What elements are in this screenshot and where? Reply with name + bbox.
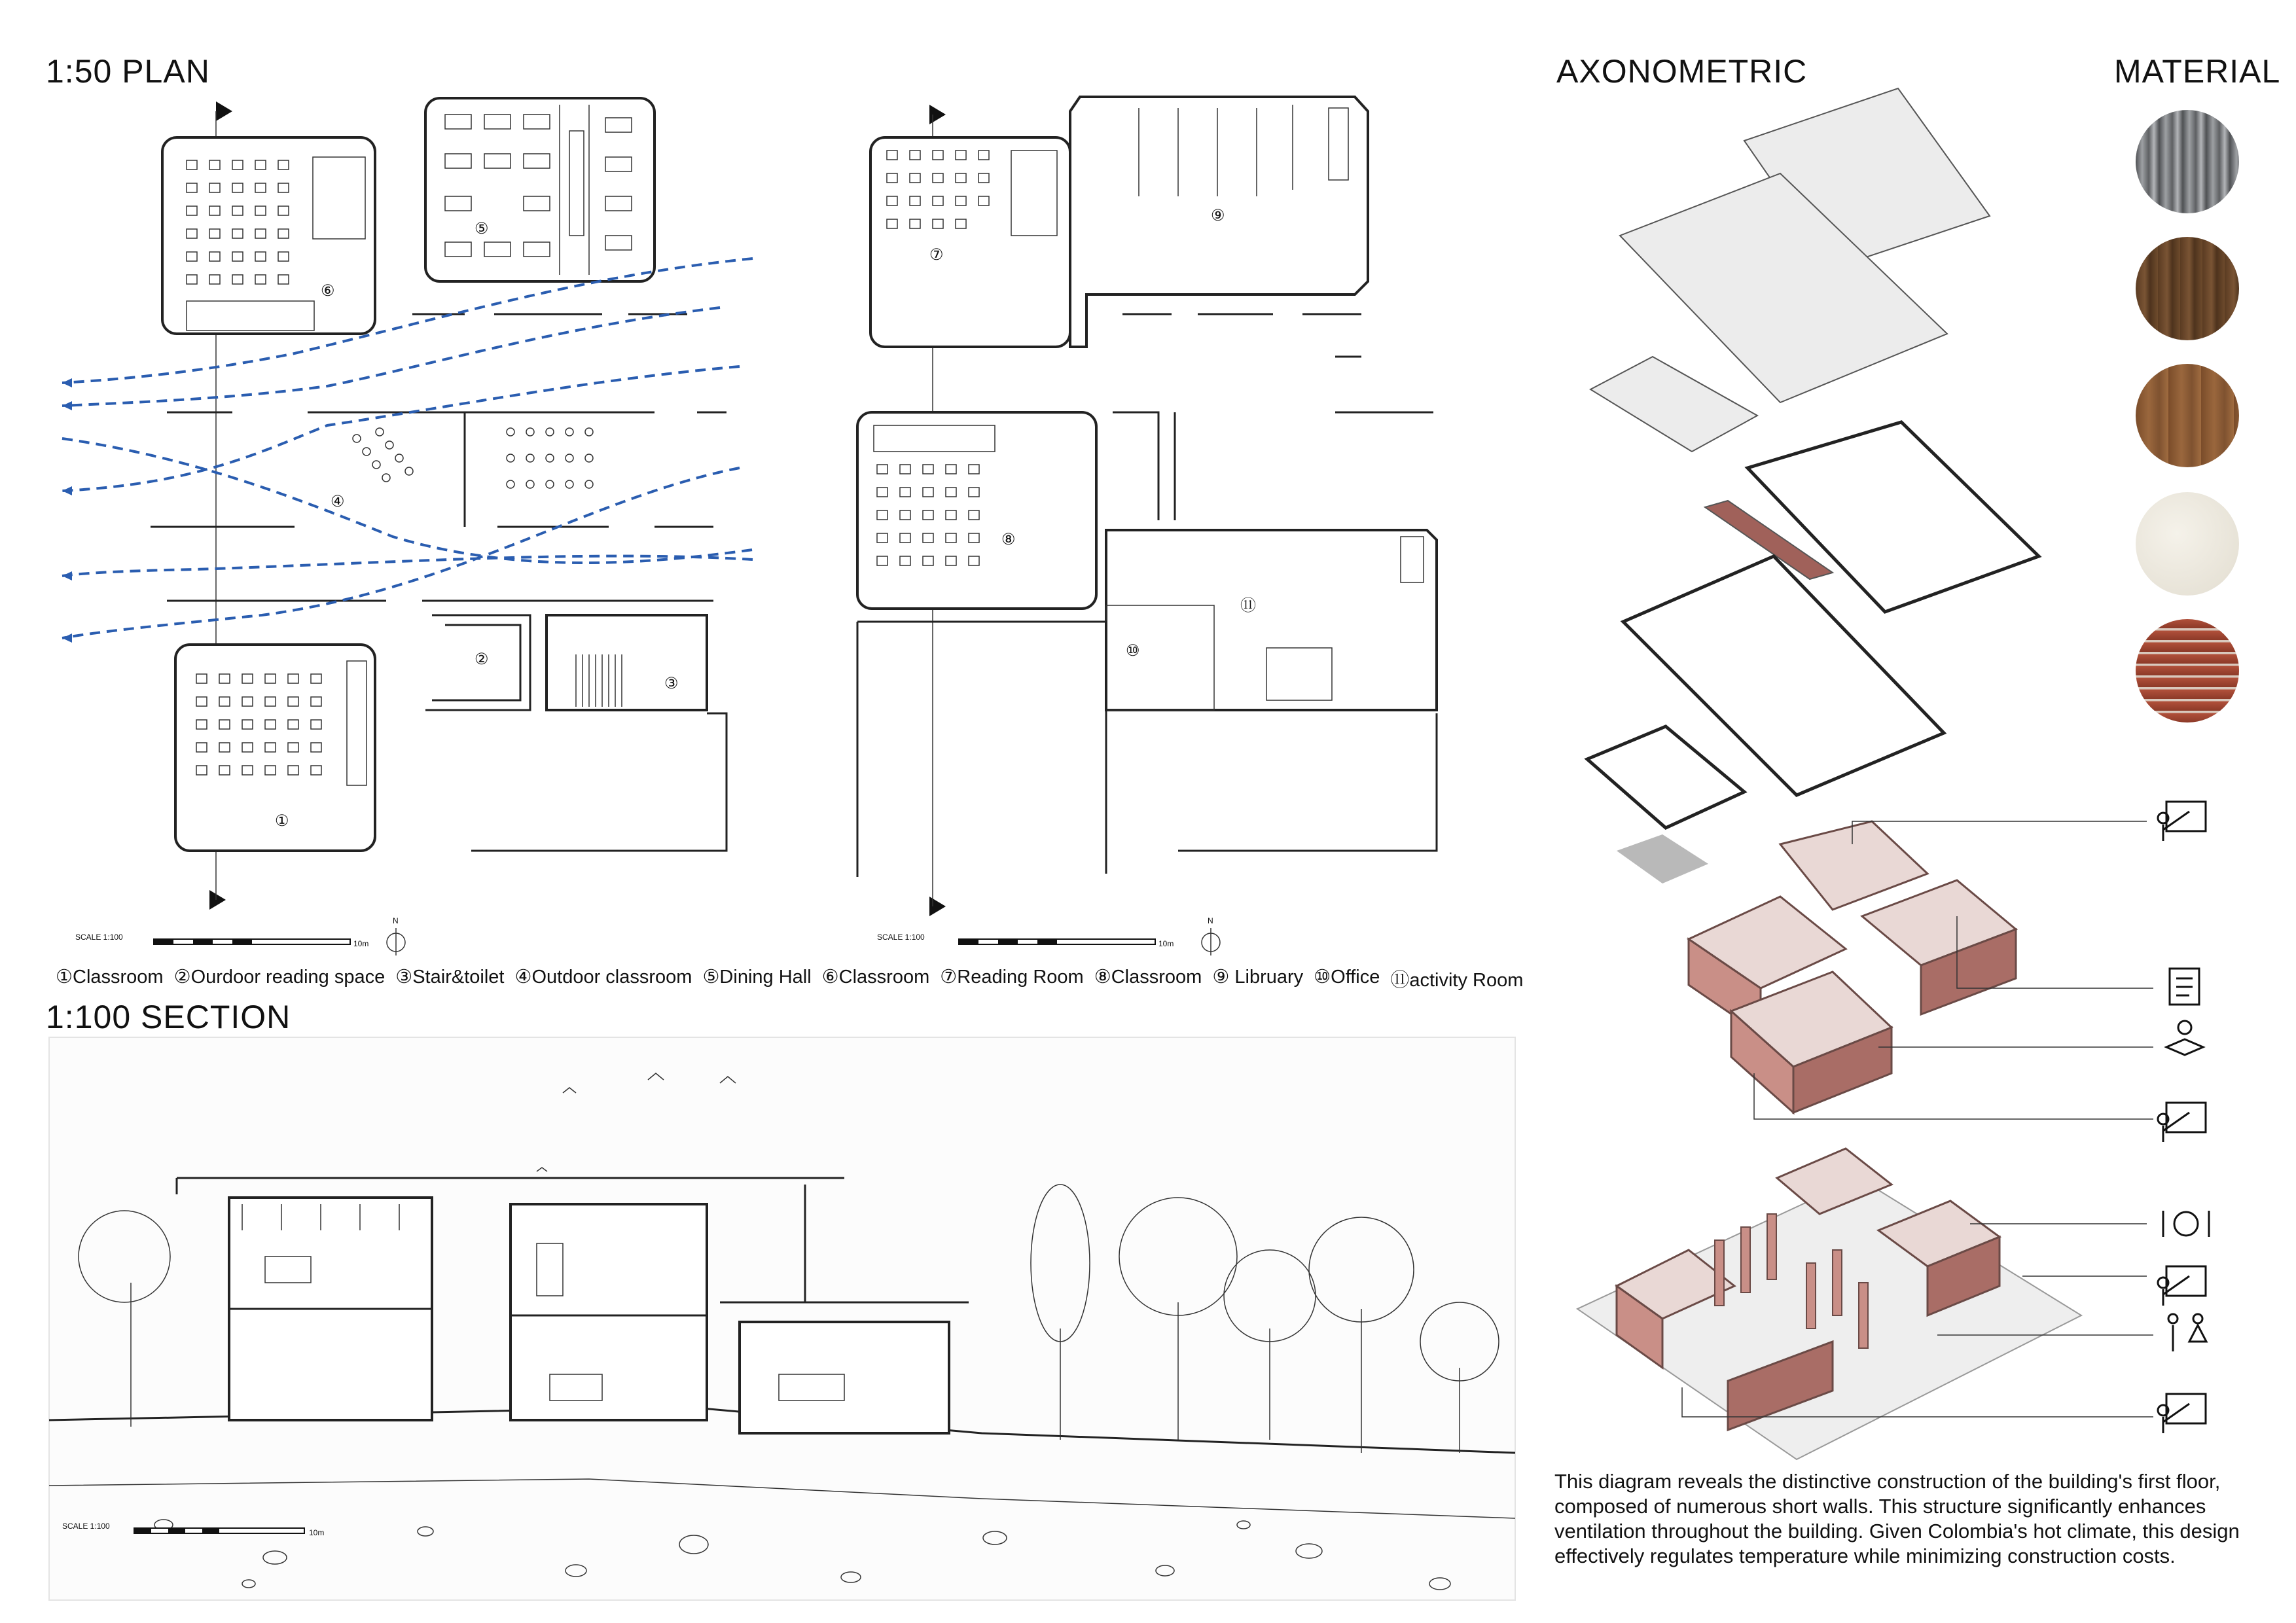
north-label: N: [393, 916, 399, 925]
scale-label: SCALE 1:100: [62, 1522, 110, 1531]
legend-item: ⑤Dining Hall: [702, 967, 812, 988]
material-swatch-white-plaster: [2136, 492, 2239, 596]
section-heading: 1:100 SECTION: [46, 999, 291, 1035]
room-number: ⑨: [1211, 207, 1225, 224]
scale-end-label: 10m: [353, 939, 369, 948]
legend-item: ⑦Reading Room: [940, 967, 1084, 988]
legend-item: ⑨ Libruary: [1212, 967, 1304, 988]
material-swatch-corrugated-metal: [2136, 110, 2239, 213]
scale-label: SCALE 1:100: [75, 933, 123, 942]
material-swatch-wood-plank: [2136, 364, 2239, 467]
reading-icon: [2166, 1021, 2203, 1055]
teaching-icon: [2158, 1394, 2206, 1433]
room-number: ②: [475, 651, 489, 668]
legend-item: ⑥Classroom: [821, 967, 930, 988]
legend-item: ⑪activity Room: [1390, 970, 1524, 991]
material-swatch-red-brick: [2136, 619, 2239, 722]
scale-label: SCALE 1:100: [877, 933, 925, 942]
legend-item: ③Stair&toilet: [395, 967, 505, 988]
room-number: ③: [664, 675, 679, 692]
room-number: ⑧: [1001, 531, 1016, 548]
north-label: N: [1208, 916, 1213, 925]
room-number: ①: [275, 812, 289, 830]
axonometric-heading: AXONOMETRIC: [1556, 53, 1808, 90]
plan-heading: 1:50 PLAN: [46, 53, 210, 90]
room-number: ⑤: [475, 220, 489, 238]
room-number: ⑪: [1240, 597, 1256, 615]
toilet-icon: [2168, 1314, 2206, 1351]
teaching-icon: [2158, 1266, 2206, 1306]
material-swatch-dark-wood: [2136, 237, 2239, 340]
room-number: ⑥: [321, 282, 335, 300]
room-number: ⑩: [1126, 642, 1140, 660]
teaching-icon: [2158, 802, 2206, 841]
note-icon: [2170, 969, 2199, 1005]
material-heading: MATERIAL: [2114, 53, 2281, 90]
legend-item: ⑧Classroom: [1094, 967, 1202, 988]
legend-item: ②Ourdoor reading space: [173, 967, 386, 988]
legend-item: ①Classroom: [56, 967, 164, 988]
legend-item: ⑩Office: [1314, 967, 1380, 988]
teaching-icon: [2158, 1103, 2206, 1142]
legend-item: ④Outdoor classroom: [514, 967, 692, 988]
scale-end-label: 10m: [1158, 939, 1174, 948]
room-number: ⑦: [929, 246, 944, 264]
description-text: This diagram reveals the distinctive construction of the building's first floor, composed of numerous short walls. This structure significantly enhances ventilation throughout the building. Given Colombia's hot climate, this design effectively regulates temperature while minimizing construction costs.: [1554, 1470, 2240, 1567]
scale-end-label: 10m: [309, 1528, 325, 1537]
room-number: ④: [331, 493, 345, 510]
dining-icon: [2163, 1211, 2209, 1237]
